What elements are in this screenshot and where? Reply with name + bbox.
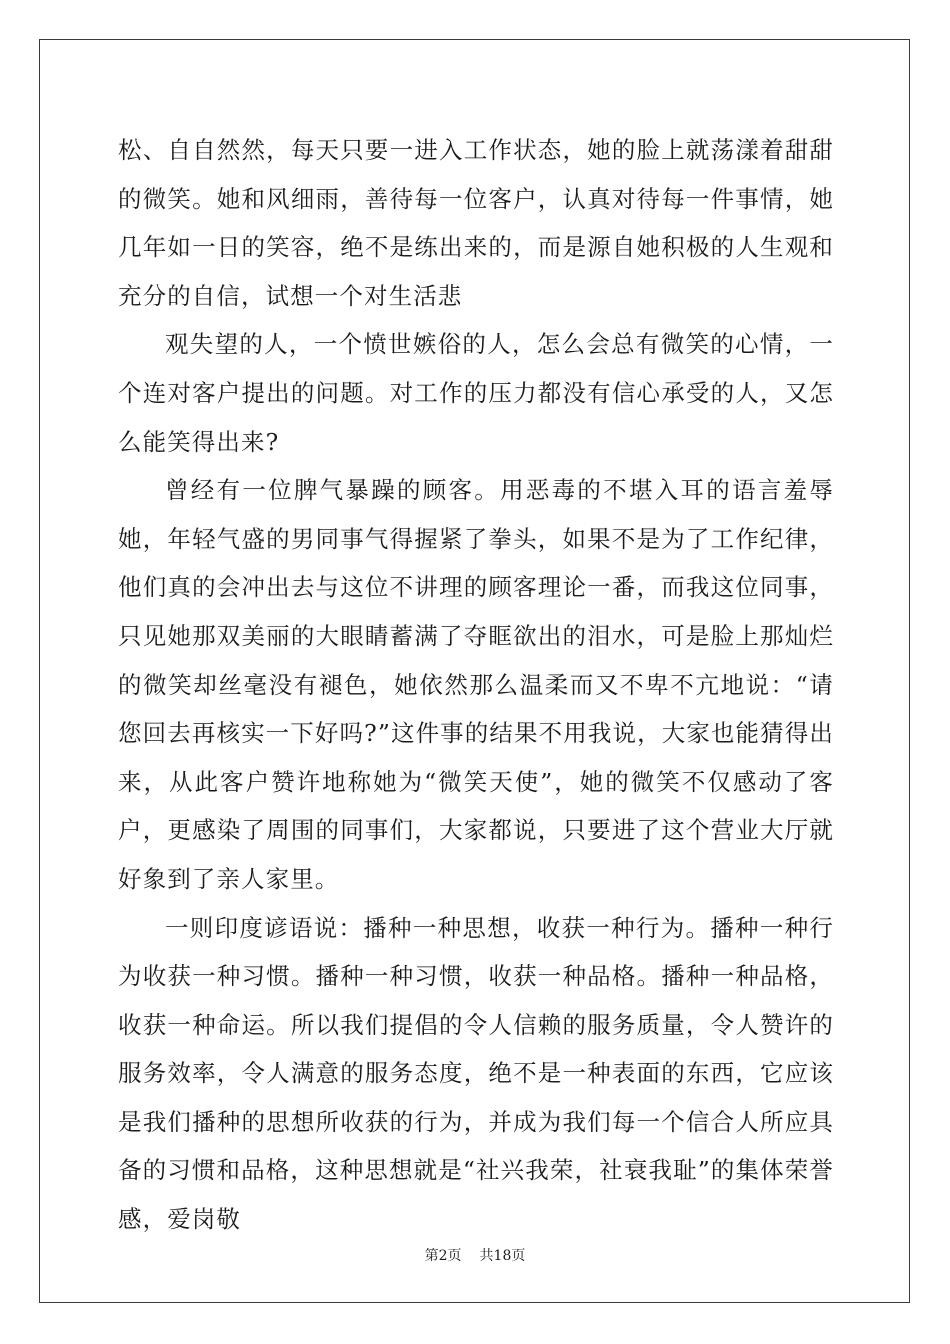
paragraph-4: 一则印度谚语说：播种一种思想，收获一种行为。播种一种行为收获一种习惯。播种一种习惯，收获一种品格。播种一种品格，收获一种命运。所以我们提倡的令人信赖的服务质量，令人赞许的服务效率，令人满意的服务态度，绝不是一种表面的东西，它应该是我们播种的思想所收获的行为，并成为我们每一个信合人所应具备的习惯和品格，这种思想就是“社兴我荣，社衰我耻”的集体荣誉感，爱岗敬 <box>118 913 834 1234</box>
paragraph-1: 松、自自然然，每天只要一进入工作状态，她的脸上就荡漾着甜甜的微笑。她和风细雨，善待每一位客户，认真对待每一件事情，她几年如一日的笑容，绝不是练出来的，而是源自她积极的人生观和充分的自信，试想一个对生活悲 <box>118 136 834 310</box>
total-pages: 共18页 <box>479 1248 526 1264</box>
paragraph-3: 曾经有一位脾气暴躁的顾客。用恶毒的不堪入耳的语言羞辱她，年轻气盛的男同事气得握紧了拳头，如果不是为了工作纪律，他们真的会冲出去与这位不讲理的顾客理论一番，而我这位同事，只见她那双美丽的大眼睛蓄满了夺眶欲出的泪水，可是脸上那灿烂的微笑却丝毫没有褪色，她依然那么温柔而又不卑不亢地说：“请您回去再核实一下好吗?”这件事的结果不用我说，大家也能猜得出来，从此客户赞许地称她为“微笑天使”，她的微笑不仅感动了客户，更感染了周围的同事们，大家都说，只要进了这个营业大厅就好象到了亲人家里。 <box>118 476 834 893</box>
page-footer <box>0 1246 950 1266</box>
page-number: 第2页 <box>424 1248 462 1264</box>
paragraph-2: 观失望的人，一个愤世嫉俗的人，怎么会总有微笑的心情，一个连对客户提出的问题。对工作的压力都没有信心承受的人，又怎么能笑得出来? <box>118 330 834 456</box>
document-body <box>118 126 834 1244</box>
